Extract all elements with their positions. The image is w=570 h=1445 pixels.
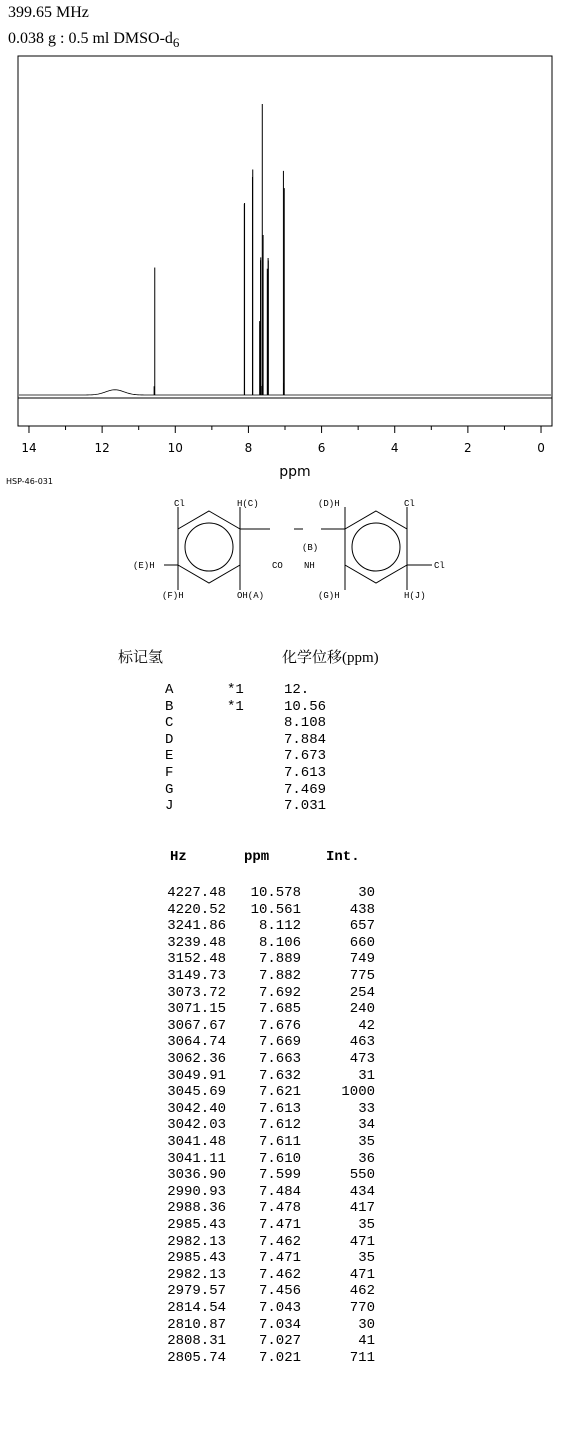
atom-g-h: (G)H bbox=[318, 591, 340, 601]
peak-table-row bbox=[0, 885, 570, 901]
x-tick-label: 12 bbox=[94, 441, 110, 455]
peak-int-cell: 35 bbox=[358, 1217, 375, 1233]
sample-main-text: 0.038 g : 0.5 ml DMSO-d bbox=[8, 30, 173, 47]
spectrum-code-label: HSP-46-031 bbox=[6, 477, 53, 486]
peak-table-row bbox=[0, 1034, 570, 1050]
peak-int-cell: 660 bbox=[349, 934, 375, 951]
peak-int-cell: 30 bbox=[358, 1316, 375, 1333]
atom-f-h: (F)H bbox=[162, 591, 184, 601]
shift-label-cell: J bbox=[165, 798, 174, 815]
peak-int-cell: 254 bbox=[349, 984, 375, 1001]
peak-int-cell: 775 bbox=[349, 968, 375, 984]
peak-hz-cell: 2979.57 bbox=[167, 1283, 226, 1300]
peak-ppm-cell: 7.685 bbox=[258, 1001, 301, 1018]
peak-hz-cell: 3241.86 bbox=[167, 918, 226, 935]
peak-hz-cell: 3045.69 bbox=[167, 1084, 226, 1101]
peak-hz-cell: 3073.72 bbox=[167, 984, 226, 1001]
peak-int-cell: 41 bbox=[358, 1333, 375, 1350]
atom-cl-right: Cl bbox=[434, 561, 445, 571]
peak-hz-cell: 2985.43 bbox=[167, 1217, 226, 1233]
left-ring-aromatic-circle bbox=[185, 523, 233, 571]
atom-cl-left: Cl bbox=[174, 499, 185, 509]
atom-cl-right-top: Cl bbox=[404, 499, 415, 509]
shift-label-cell: B bbox=[165, 698, 174, 715]
shift-label-cell: D bbox=[165, 731, 174, 748]
peak-col-ppm-header: ppm bbox=[244, 849, 270, 865]
x-axis-label: ppm bbox=[279, 464, 311, 480]
peak-ppm-cell: 7.471 bbox=[258, 1250, 301, 1267]
peak-hz-cell: 3152.48 bbox=[167, 951, 226, 968]
shift-label-cell: G bbox=[165, 781, 174, 798]
peak-table-row bbox=[0, 1200, 570, 1216]
peak-ppm-cell: 7.612 bbox=[258, 1117, 301, 1134]
peak-table-row bbox=[0, 1250, 570, 1266]
shift-value-cell: 10.56 bbox=[284, 698, 327, 715]
peak-int-cell: 657 bbox=[349, 918, 375, 935]
shift-label-cell: E bbox=[165, 748, 174, 765]
peak-hz-cell: 2810.87 bbox=[167, 1316, 226, 1333]
peak-table-row bbox=[0, 1267, 570, 1283]
peak-hz-cell: 3064.74 bbox=[167, 1034, 226, 1051]
peak-int-cell: 749 bbox=[349, 951, 375, 968]
shift-value-cell: 7.031 bbox=[284, 798, 327, 815]
peak-ppm-cell: 7.599 bbox=[258, 1167, 301, 1184]
sample-subscript: 6 bbox=[172, 35, 180, 51]
peak-int-cell: 462 bbox=[349, 1283, 375, 1300]
peak-col-hz-header: Hz bbox=[170, 849, 187, 865]
peak-table-row bbox=[0, 1217, 570, 1233]
peak-ppm-cell: 10.561 bbox=[250, 901, 301, 918]
peak-table-row bbox=[0, 1001, 570, 1017]
peak-ppm-cell: 7.610 bbox=[258, 1150, 301, 1167]
peak-ppm-cell: 7.621 bbox=[258, 1084, 301, 1101]
peak-int-cell: 434 bbox=[349, 1183, 375, 1200]
peak-int-cell: 473 bbox=[349, 1051, 375, 1067]
atom-e-h: (E)H bbox=[133, 561, 155, 571]
shift-value-cell: 7.613 bbox=[284, 765, 327, 781]
right-benzene-ring bbox=[345, 511, 407, 583]
peak-hz-cell: 4220.52 bbox=[167, 901, 226, 918]
peak-ppm-cell: 7.462 bbox=[258, 1233, 301, 1250]
shift-value-cell: 7.469 bbox=[284, 781, 327, 798]
peak-ppm-cell: 7.611 bbox=[258, 1134, 301, 1150]
shift-note-cell: *1 bbox=[227, 698, 244, 715]
atom-d-h: (D)H bbox=[318, 499, 340, 509]
peak-hz-cell: 3239.48 bbox=[167, 934, 226, 951]
right-ring-aromatic-circle bbox=[352, 523, 400, 571]
peak-hz-cell: 2982.13 bbox=[167, 1266, 226, 1283]
peak-table-row bbox=[0, 1283, 570, 1299]
x-tick-label: 0 bbox=[537, 441, 545, 455]
shift-value-cell: 8.108 bbox=[284, 715, 327, 732]
peak-int-cell: 711 bbox=[349, 1349, 375, 1366]
peak-table-row bbox=[0, 1167, 570, 1183]
atom-h-j: H(J) bbox=[404, 591, 426, 601]
peak-hz-cell: 3041.48 bbox=[167, 1134, 226, 1150]
peak-ppm-cell: 7.043 bbox=[258, 1300, 301, 1316]
peak-int-cell: 30 bbox=[358, 885, 375, 901]
peak-hz-cell: 3062.36 bbox=[167, 1051, 226, 1067]
peak-int-cell: 36 bbox=[358, 1150, 375, 1167]
peak-table-row bbox=[0, 1300, 570, 1316]
peak-table-row bbox=[0, 1117, 570, 1133]
peak-table-row bbox=[0, 1350, 570, 1366]
peak-hz-cell: 3041.11 bbox=[167, 1150, 226, 1167]
shift-note-cell: *1 bbox=[227, 682, 244, 698]
peak-int-cell: 240 bbox=[349, 1001, 375, 1018]
peak-col-int-header: Int. bbox=[326, 849, 360, 865]
peak-hz-cell: 3067.67 bbox=[167, 1017, 226, 1034]
peak-hz-cell: 2808.31 bbox=[167, 1333, 226, 1350]
peak-ppm-cell: 7.478 bbox=[258, 1200, 301, 1217]
peak-table-row bbox=[0, 1018, 570, 1034]
peak-hz-cell: 2982.13 bbox=[167, 1233, 226, 1250]
peak-hz-cell: 3042.03 bbox=[167, 1117, 226, 1134]
peak-hz-cell: 4227.48 bbox=[167, 885, 226, 901]
peak-ppm-cell: 7.021 bbox=[258, 1349, 301, 1366]
peak-table-row bbox=[0, 918, 570, 934]
peak-int-cell: 471 bbox=[349, 1233, 375, 1250]
peak-table-row bbox=[0, 935, 570, 951]
peak-table-row bbox=[0, 1234, 570, 1250]
peak-ppm-cell: 7.613 bbox=[258, 1100, 301, 1117]
peak-table-row bbox=[0, 1151, 570, 1167]
peak-ppm-cell: 7.882 bbox=[258, 968, 301, 984]
peak-hz-cell: 2805.74 bbox=[167, 1349, 226, 1366]
peak-ppm-cell: 7.462 bbox=[258, 1266, 301, 1283]
structure-bonds bbox=[164, 507, 432, 590]
shift-label-cell: A bbox=[165, 682, 174, 698]
peak-int-cell: 42 bbox=[358, 1017, 375, 1034]
peak-table-row bbox=[0, 968, 570, 984]
x-tick-label: 4 bbox=[390, 441, 399, 455]
atom-co: CO bbox=[272, 561, 283, 571]
atom-oh-a: OH(A) bbox=[237, 591, 265, 601]
peak-ppm-cell: 7.484 bbox=[258, 1183, 301, 1200]
peak-ppm-cell: 8.112 bbox=[258, 918, 301, 935]
peak-ppm-cell: 7.669 bbox=[258, 1034, 301, 1051]
x-tick-label: 8 bbox=[244, 441, 253, 455]
peak-ppm-cell: 7.692 bbox=[258, 984, 301, 1001]
peak-table-row bbox=[0, 1317, 570, 1333]
shift-col-label-header: 标记氢 bbox=[118, 650, 164, 666]
x-tick-label: 6 bbox=[317, 441, 326, 455]
peak-ppm-cell: 7.034 bbox=[258, 1316, 301, 1333]
peak-hz-cell: 3042.40 bbox=[167, 1100, 226, 1117]
peak-ppm-cell: 10.578 bbox=[250, 885, 301, 901]
shift-label-cell: F bbox=[165, 765, 174, 781]
atom-h-c: H(C) bbox=[237, 499, 259, 509]
x-tick-label: 10 bbox=[167, 441, 183, 455]
peak-int-cell: 770 bbox=[349, 1300, 375, 1316]
peak-table-row bbox=[0, 985, 570, 1001]
peak-int-cell: 417 bbox=[349, 1200, 375, 1217]
peak-table-row bbox=[0, 1134, 570, 1150]
peak-ppm-cell: 7.027 bbox=[258, 1333, 301, 1350]
peak-table-row bbox=[0, 1101, 570, 1117]
peak-int-cell: 33 bbox=[358, 1100, 375, 1117]
atom-label-b: (B) bbox=[302, 543, 319, 553]
peak-int-cell: 35 bbox=[358, 1250, 375, 1267]
shift-col-shift-header: 化学位移(ppm) bbox=[282, 650, 379, 666]
x-tick-label: 14 bbox=[21, 441, 37, 455]
spectrometer-frequency: 399.65 MHz bbox=[8, 4, 89, 21]
peak-table-row bbox=[0, 1051, 570, 1067]
peak-hz-cell: 2985.43 bbox=[167, 1250, 226, 1267]
left-benzene-ring bbox=[178, 511, 240, 583]
peak-table-row bbox=[0, 1068, 570, 1084]
x-tick-label: 2 bbox=[464, 441, 472, 455]
peak-ppm-cell: 7.456 bbox=[258, 1283, 301, 1300]
peak-ppm-cell: 7.632 bbox=[258, 1067, 301, 1084]
peak-ppm-cell: 7.663 bbox=[258, 1051, 301, 1067]
shift-label-cell: C bbox=[165, 715, 174, 732]
peak-hz-cell: 3149.73 bbox=[167, 968, 226, 984]
peak-table-row bbox=[0, 902, 570, 918]
peak-int-cell: 31 bbox=[358, 1067, 375, 1084]
peak-hz-cell: 2814.54 bbox=[167, 1300, 226, 1316]
shift-value-cell: 12. bbox=[284, 682, 310, 698]
molecule-structure bbox=[0, 0, 570, 640]
peak-ppm-cell: 7.889 bbox=[258, 951, 301, 968]
peak-ppm-cell: 7.471 bbox=[258, 1217, 301, 1233]
peak-table-row bbox=[0, 1084, 570, 1100]
peak-hz-cell: 2988.36 bbox=[167, 1200, 226, 1217]
atom-nh: NH bbox=[304, 561, 315, 571]
peak-int-cell: 463 bbox=[349, 1034, 375, 1051]
peak-int-cell: 471 bbox=[349, 1266, 375, 1283]
peak-int-cell: 550 bbox=[349, 1167, 375, 1184]
peak-hz-cell: 3036.90 bbox=[167, 1167, 226, 1184]
peak-hz-cell: 2990.93 bbox=[167, 1183, 226, 1200]
peak-table-row bbox=[0, 951, 570, 967]
shift-value-cell: 7.884 bbox=[284, 731, 327, 748]
shift-value-cell: 7.673 bbox=[284, 748, 327, 765]
peak-int-cell: 438 bbox=[349, 901, 375, 918]
peak-hz-cell: 3049.91 bbox=[167, 1067, 226, 1084]
peak-ppm-cell: 7.676 bbox=[258, 1017, 301, 1034]
peak-int-cell: 35 bbox=[358, 1134, 375, 1150]
peak-ppm-cell: 8.106 bbox=[258, 934, 301, 951]
peak-int-cell: 34 bbox=[358, 1117, 375, 1134]
peak-table-row bbox=[0, 1184, 570, 1200]
peak-int-cell: 1000 bbox=[341, 1084, 375, 1101]
peak-table-row bbox=[0, 1333, 570, 1349]
peak-hz-cell: 3071.15 bbox=[167, 1001, 226, 1018]
